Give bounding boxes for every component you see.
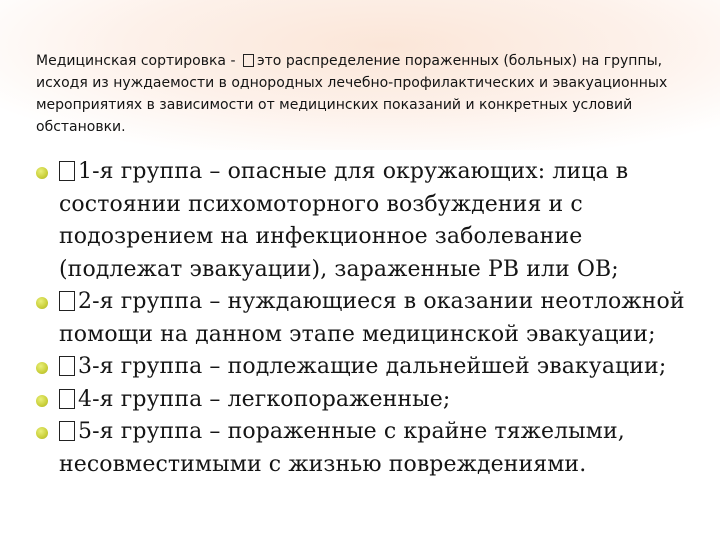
bullet-icon [36,297,48,309]
placeholder-box-icon [59,389,75,409]
bullet-icon [36,395,48,407]
intro-paragraph [36,50,686,138]
group-label: 5-я группа – пораженные с крайне тяжелыми, несовместимыми с жизнью повреждениями. [59,419,625,477]
placeholder-box-icon [243,54,254,67]
placeholder-box-icon [59,291,75,311]
bullet-icon [36,362,48,374]
list-item [36,384,706,417]
group-label: 1-я группа – опасные для окружающих: лица в состоянии психомоторного возбуждения и с подозрением на инфекционное заболевание (подлежат эвакуации), зараженные РВ или ОВ; [59,159,629,282]
intro-text: это распределение пораженных (больных) на группы, исходя из нуждаемости в однородных лечебно-профилактических и эвакуационных мероприятиях в зависимости от медицинских показаний и конкретных условий обстановки. [36,53,668,135]
group-label: 2-я группа – нуждающиеся в оказании неотложной помощи на данном этапе медицинской эвакуации; [59,289,685,347]
placeholder-box-icon [59,421,75,441]
bullet-icon [36,167,48,179]
list-item [36,286,706,351]
placeholder-box-icon [59,161,75,181]
list-item [36,156,706,286]
intro-dash: - [226,53,236,69]
list-item [36,416,706,481]
group-label: 3-я группа – подлежащие дальнейшей эвакуации; [78,354,667,379]
intro-term: Медицинская сортировка [36,53,226,69]
list-item [36,351,706,384]
placeholder-box-icon [59,356,75,376]
group-label: 4-я группа – легкопораженные; [78,386,451,412]
bullet-icon [36,427,48,439]
groups-list [36,156,706,481]
